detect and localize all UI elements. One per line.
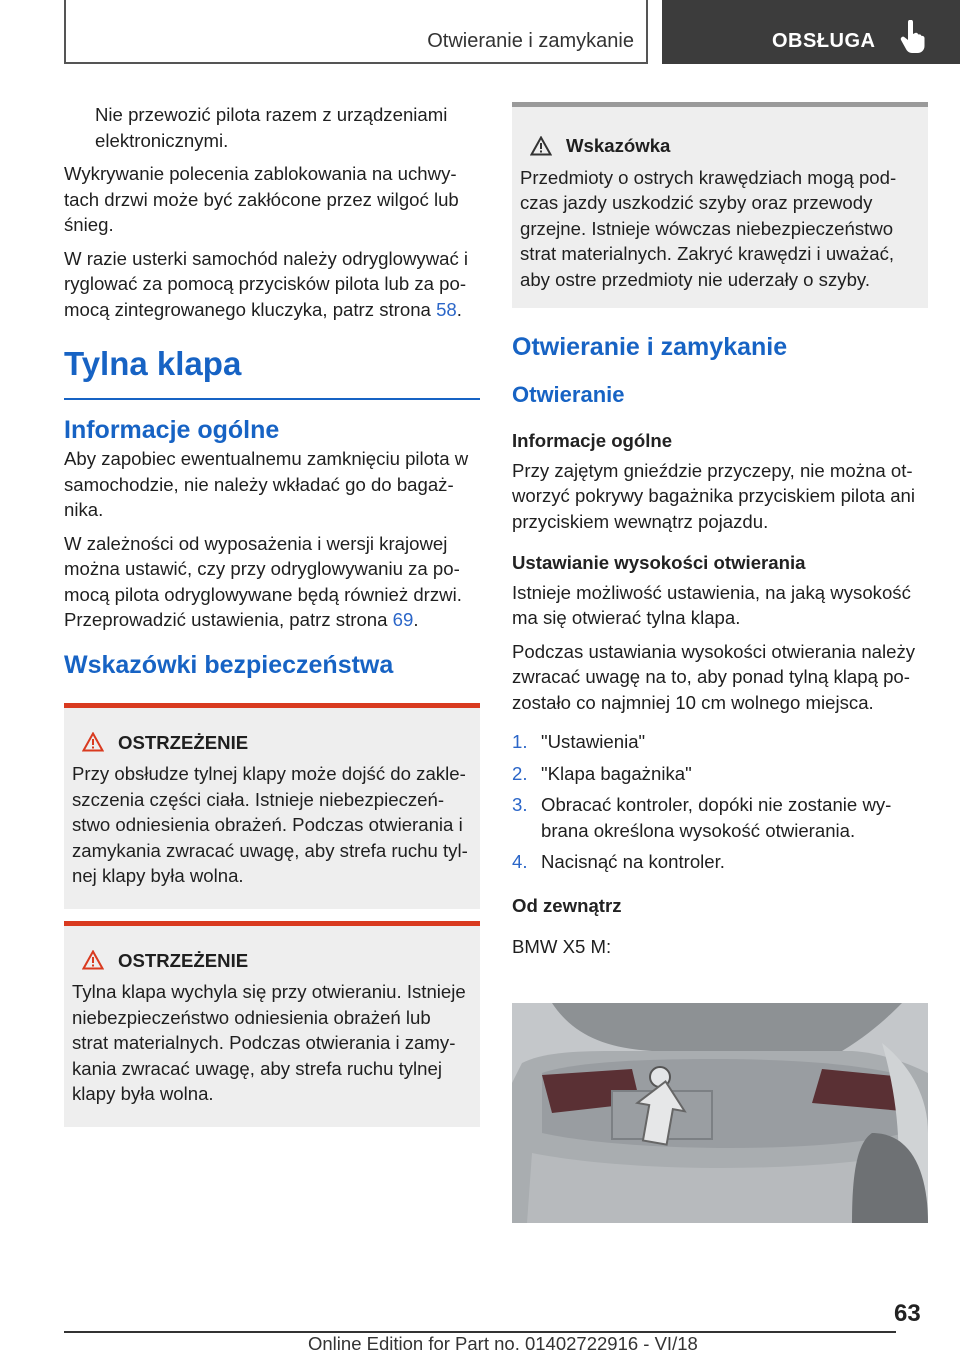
steps-list (512, 729, 928, 875)
safety-heading: Wskazówki bezpieczeństwa (64, 650, 394, 679)
notice-box (512, 102, 928, 308)
general-info-paragraph-1: Aby zapobiec ewentualnemu zamknięciu pilota w samochodzie, nie należy wkładać go do bagażnika. (64, 448, 469, 520)
warning-1-text: Przy obsłudze tylnej klapy może dojść do zakleszczenia części ciała. Istnieje niebezpieczeństwo odniesienia obrażeń. Podczas otwierania i zamykania zwracać uwagę, aby strefa ruchu tylnej klapy była wolna. (72, 763, 468, 886)
page-link-58[interactable]: 58 (436, 298, 457, 320)
warning-2-text: Tylna klapa wychyla się przy otwieraniu. Istnieje niebezpieczeństwo odniesienia obrażeń lub strat materialnych. Podczas otwierania i zamykania zwracać uwagę, aby strefa ruchu tylnej klapy była wolna. (72, 981, 466, 1104)
list-item: 2. "Klapa bagażnika" (512, 762, 692, 784)
opening-height-paragraph-1: Istnieje możliwość ustawienia, na jaką wysokość ma się otwierać tylna klapa. (512, 581, 911, 628)
warning-triangle-icon (82, 950, 104, 970)
page-link-69[interactable]: 69 (392, 609, 414, 630)
door-handle-paragraph: Wykrywanie polecenia zablokowania na uchwytach drzwi może być zakłócone przez wilgoć lub śnieg. (64, 163, 459, 235)
warning-box-1 (64, 703, 480, 909)
notice-title: Wskazówka (566, 135, 671, 156)
header-chapter-box (662, 0, 960, 64)
malfunction-paragraph: W razie usterki samochód należy odryglowywać i ryglować za pomocą przycisków pilota lub za pomocą zintegrowanego kluczyka, patrz strona 58. (64, 247, 469, 320)
title-divider (64, 398, 480, 400)
edition-text: Online Edition for Part no. 01402722916 - VI/18 (308, 1333, 698, 1354)
list-item: 1. "Ustawienia" (512, 731, 646, 752)
header-section-title: Otwieranie i zamykanie (427, 30, 634, 52)
trailer-socket-paragraph: Przy zajętym gnieździe przyczepy, nie można otworzyć pokrywy bagażnika przyciskiem pilota ani przyciskiem wewnątrz pojazdu. (512, 459, 916, 532)
general-info-heading: Informacje ogólne (64, 416, 280, 444)
notice-triangle-icon (530, 136, 552, 156)
list-item: 4. Nacisnąć na kontroler. (512, 851, 725, 872)
header-section-box (64, 0, 648, 64)
remote-electronics-note: Nie przewozić pilota razem z urządzeniami elektronicznymi. (95, 104, 448, 151)
warning-1-title: OSTRZEŻENIE (118, 731, 249, 753)
general-info-subheading: Informacje ogólne (512, 430, 673, 451)
warning-box-2 (64, 921, 480, 1127)
warning-2-title: OSTRZEŻENIE (118, 949, 249, 971)
outside-heading: Od zewnątrz (512, 894, 622, 916)
warning-triangle-icon (82, 732, 104, 752)
list-item: 3. Obracać kontroler, dopóki nie zostanie wybrana określona wysokość otwierania. (512, 794, 892, 841)
opening-heading: Otwieranie (512, 382, 625, 407)
right-column (512, 102, 928, 968)
opening-closing-heading: Otwieranie i zamykanie (512, 333, 788, 361)
general-info-paragraph-2: W zależności od wyposażenia i wersji krajowej można ustawić, czy przy odryglowywaniu za pomocą pilota odryglowywane będą również drzwi. Przeprowadzić ustawienia, patrz strona 69. (64, 532, 462, 630)
left-column (64, 102, 480, 1127)
tailgate-illustration (512, 1003, 928, 1223)
opening-height-paragraph-2: Podczas ustawiania wysokości otwierania należy zwracać uwagę na to, aby ponad tylną klapą pozostało co najmniej 10 cm wolnego miejsca. (512, 640, 916, 713)
model-label: BMW X5 M: (512, 936, 612, 957)
page-number: 63 (894, 1300, 921, 1327)
header-chapter-title: OBSŁUGA (772, 30, 876, 52)
hand-pointer-icon (900, 20, 926, 54)
page-title: Tylna klapa (64, 345, 242, 382)
opening-height-heading: Ustawianie wysokości otwierania (512, 552, 806, 573)
notice-text: Przedmioty o ostrych krawędziach mogą podczas jazdy uszkodzić szyby oraz przewody grzejne. Istnieje wówczas niebezpieczeństwo strat materialnych. Zakryć krawędzi i uważać, aby ostre przedmioty nie uderzały o szyby. (520, 166, 897, 290)
